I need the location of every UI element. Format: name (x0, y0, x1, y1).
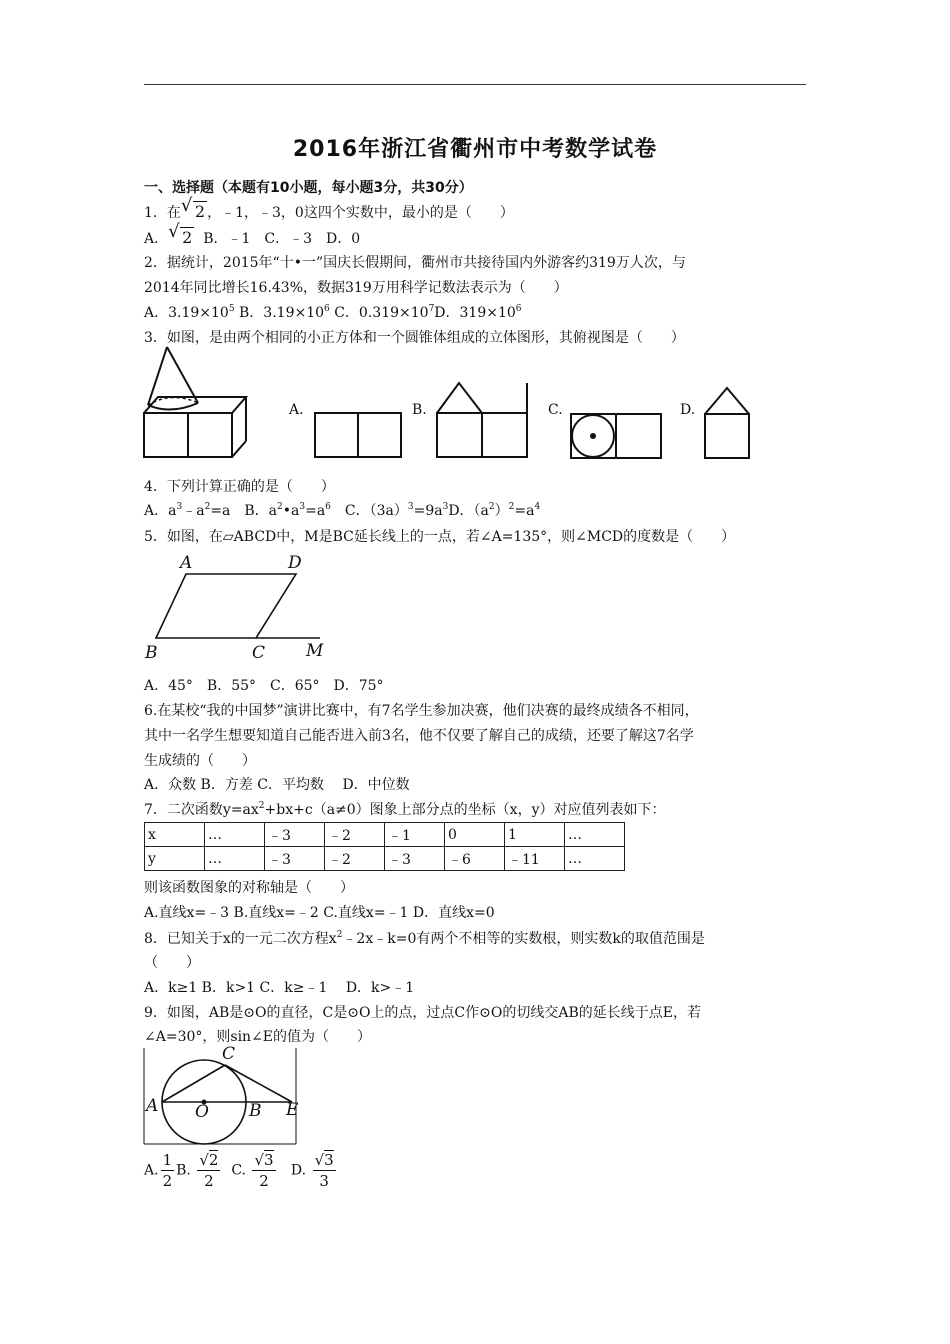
q1-option-a-label: A． (144, 231, 169, 247)
q3-option-d-label: D. (680, 402, 696, 418)
radicand: 3 (264, 1151, 274, 1169)
q4-exp: 2 (508, 502, 515, 512)
q7-stem-post: +bx+c（a≠0）图象上部分点的坐标（x，y）对应值列表如下： (264, 802, 666, 818)
q9-option-b-label: B. (176, 1162, 191, 1179)
sqrt-expression: √ 2 (168, 221, 193, 247)
q9-label-b: B (249, 1101, 262, 1121)
question-8-stem (144, 929, 705, 949)
question-1-stem (144, 195, 514, 223)
q3-option-b-figure (434, 380, 530, 460)
question-9-line1: 9．如图，AB是⊙O的直径，C是⊙O上的点，过点C作⊙O的切线交AB的延长线于点E，若 (144, 1005, 701, 1021)
numerator: 1 (162, 1151, 173, 1169)
q2-option-d-exp: 6 (515, 304, 522, 314)
q5-label-a: A (180, 553, 193, 573)
q3-option-d-figure (702, 386, 752, 460)
table-cell: x (145, 823, 205, 847)
q2-option-b: B．3.19×10 (239, 305, 325, 321)
question-6-line3: 生成绩的（ ） (144, 753, 256, 769)
radicand: 3 (324, 1151, 334, 1169)
denominator: 2 (204, 1172, 214, 1190)
question-2-line1: 2．据统计，2015年“十•一”国庆长假期间，衢州市共接待国内外游客约319万人次，与 (144, 255, 686, 271)
section-heading: 一、选择题（本题有10小题，每小题3分，共30分） (144, 180, 473, 196)
table-cell: ﹣3 (385, 847, 445, 871)
q9-label-o: O (195, 1102, 209, 1122)
q8-stem-post: ﹣2x﹣k=0有两个不相等的实数根，则实数k的取值范围是 (342, 931, 705, 947)
table-cell: ﹣2 (325, 847, 385, 871)
q8-stem-pre: 8．已知关于x的一元二次方程x (144, 931, 337, 947)
numerator: √3 (254, 1151, 274, 1169)
q9-label-c: C (222, 1044, 236, 1064)
q4-text: ﹣a (182, 503, 205, 519)
q5-label-m: M (306, 641, 324, 661)
top-rule (144, 84, 806, 85)
table-cell: ﹣1 (385, 823, 445, 847)
table-row (145, 823, 625, 847)
q1-stem-pre: 1．在 (144, 205, 181, 221)
q2-option-b-exp: 6 (324, 304, 330, 314)
q3-option-c-label: C. (548, 402, 563, 418)
q4-text: •a (282, 503, 300, 519)
q9-label-e: E (286, 1100, 299, 1120)
question-8-options: A．k≥1 B．k>1 C．k≥﹣1 D．k>﹣1 (144, 980, 415, 996)
q3-solid-figure (140, 345, 250, 460)
table-cell: … (565, 847, 625, 871)
q3-option-b-label: B. (412, 402, 427, 418)
question-5-options: A．45° B．55° C．65° D．75° (144, 678, 384, 694)
q2-option-c: C．0.319×10 (334, 305, 429, 321)
q4-text: D．（a (448, 503, 489, 519)
q4-text: =9a (413, 503, 443, 519)
table-row (145, 847, 625, 871)
q9-option-a-label: A. (144, 1162, 159, 1179)
numerator: √3 (314, 1151, 334, 1169)
q2-option-a: A．3.19×10 (144, 305, 229, 321)
question-6-options: A．众数 B．方差 C．平均数 D．中位数 (144, 777, 410, 793)
q7-stem-pre: 7．二次函数y=ax (144, 802, 259, 818)
q4-exp: 4 (534, 502, 541, 512)
q7-value-table (144, 822, 625, 871)
q4-exp: 3 (299, 502, 306, 512)
question-7-stem (144, 800, 665, 820)
q4-exp: 2 (204, 502, 211, 512)
table-cell: … (205, 823, 265, 847)
q4-text: ） (494, 503, 509, 519)
q8-stem-exp: 2 (336, 930, 343, 940)
table-cell: … (565, 823, 625, 847)
q1-stem-post: ，﹣1，﹣3，0这四个实数中，最小的是（ ） (207, 205, 514, 221)
q2-option-d: D．319×10 (434, 305, 516, 321)
fraction (197, 1150, 220, 1191)
question-7-options: A.直线x=﹣3 B.直线x=﹣2 C.直线x=﹣1 D．直线x=0 (144, 905, 495, 921)
question-8-line2: （ ） (144, 955, 200, 971)
table-cell: ﹣11 (505, 847, 565, 871)
q3-option-a-figure (312, 410, 404, 460)
q4-exp: 3 (442, 502, 449, 512)
q9-option-c-label: C. (231, 1162, 246, 1179)
q9-label-a: A (146, 1096, 159, 1116)
table-cell: y (145, 847, 205, 871)
q1-radicand: 2 (194, 202, 206, 221)
table-cell: ﹣6 (445, 847, 505, 871)
denominator: 3 (319, 1172, 329, 1190)
fraction (252, 1150, 275, 1191)
question-9-options (144, 1150, 338, 1191)
question-2-options (144, 303, 522, 323)
q2-option-c-exp: 7 (428, 304, 435, 314)
q9-option-d-label: D. (290, 1162, 307, 1179)
table-cell: ﹣3 (265, 823, 325, 847)
question-9-line2: ∠A=30°，则sin∠E的值为（ ） (144, 1029, 372, 1045)
sqrt-expression: √ 2 (180, 195, 206, 221)
question-3-stem: 3．如图，是由两个相同的小正方体和一个圆锥体组成的立体图形，其俯视图是（ ） (144, 330, 685, 346)
fraction (313, 1150, 336, 1191)
q3-option-a-label: A. (289, 402, 304, 418)
table-cell: 1 (505, 823, 565, 847)
fraction (161, 1150, 175, 1191)
q5-label-d: D (288, 553, 302, 573)
q1-options-rest: B．﹣1 C．﹣3 D．0 (203, 231, 361, 247)
denominator: 2 (162, 1172, 173, 1190)
question-4-options (144, 501, 540, 521)
question-4-stem: 4．下列计算正确的是（ ） (144, 479, 335, 495)
table-cell: … (205, 847, 265, 871)
q4-text: A．a (144, 503, 177, 519)
table-cell: ﹣2 (325, 823, 385, 847)
numerator: √2 (199, 1151, 219, 1169)
q4-exp: 6 (325, 502, 331, 512)
q5-label-c: C (252, 643, 266, 663)
q4-text: =a B．a (210, 503, 278, 519)
q4-text: =a (305, 503, 326, 519)
table-cell: ﹣3 (265, 847, 325, 871)
radicand: 2 (208, 1151, 219, 1169)
q7-stem-exp: 2 (258, 801, 265, 811)
q4-exp: 2 (488, 502, 495, 512)
q2-option-a-exp: 5 (228, 304, 235, 314)
question-5-stem: 5．如图，在▱ABCD中，M是BC延长线上的一点，若∠A=135°，则∠MCD的度数是（ ） (144, 529, 736, 545)
denominator: 2 (259, 1172, 269, 1190)
q4-exp: 3 (407, 502, 414, 512)
q3-option-c-figure (568, 411, 664, 461)
page-title: 2016年浙江省衢州市中考数学试卷 (292, 137, 658, 162)
question-2-line2: 2014年同比增长16.43%，数据319万用科学记数法表示为（ ） (144, 280, 568, 296)
question-6-line1: 6.在某校“我的中国梦”演讲比赛中，有7名学生参加决赛，他们决赛的最终成绩各不相同， (144, 703, 699, 719)
table-cell: 0 (445, 823, 505, 847)
question-1-options (144, 221, 361, 249)
question-6-line2: 其中一名学生想要知道自己能否进入前3名，他不仅要了解自己的成绩，还要了解这7名学 (144, 728, 694, 744)
q1-option-a-radicand: 2 (182, 228, 193, 247)
q4-exp: 3 (176, 502, 183, 512)
question-7-after: 则该函数图象的对称轴是（ ） (144, 880, 354, 896)
q4-text: =a (514, 503, 535, 519)
q4-text: C．（3a） (330, 503, 408, 519)
q5-label-b: B (145, 643, 158, 663)
q4-exp: 2 (277, 502, 283, 512)
